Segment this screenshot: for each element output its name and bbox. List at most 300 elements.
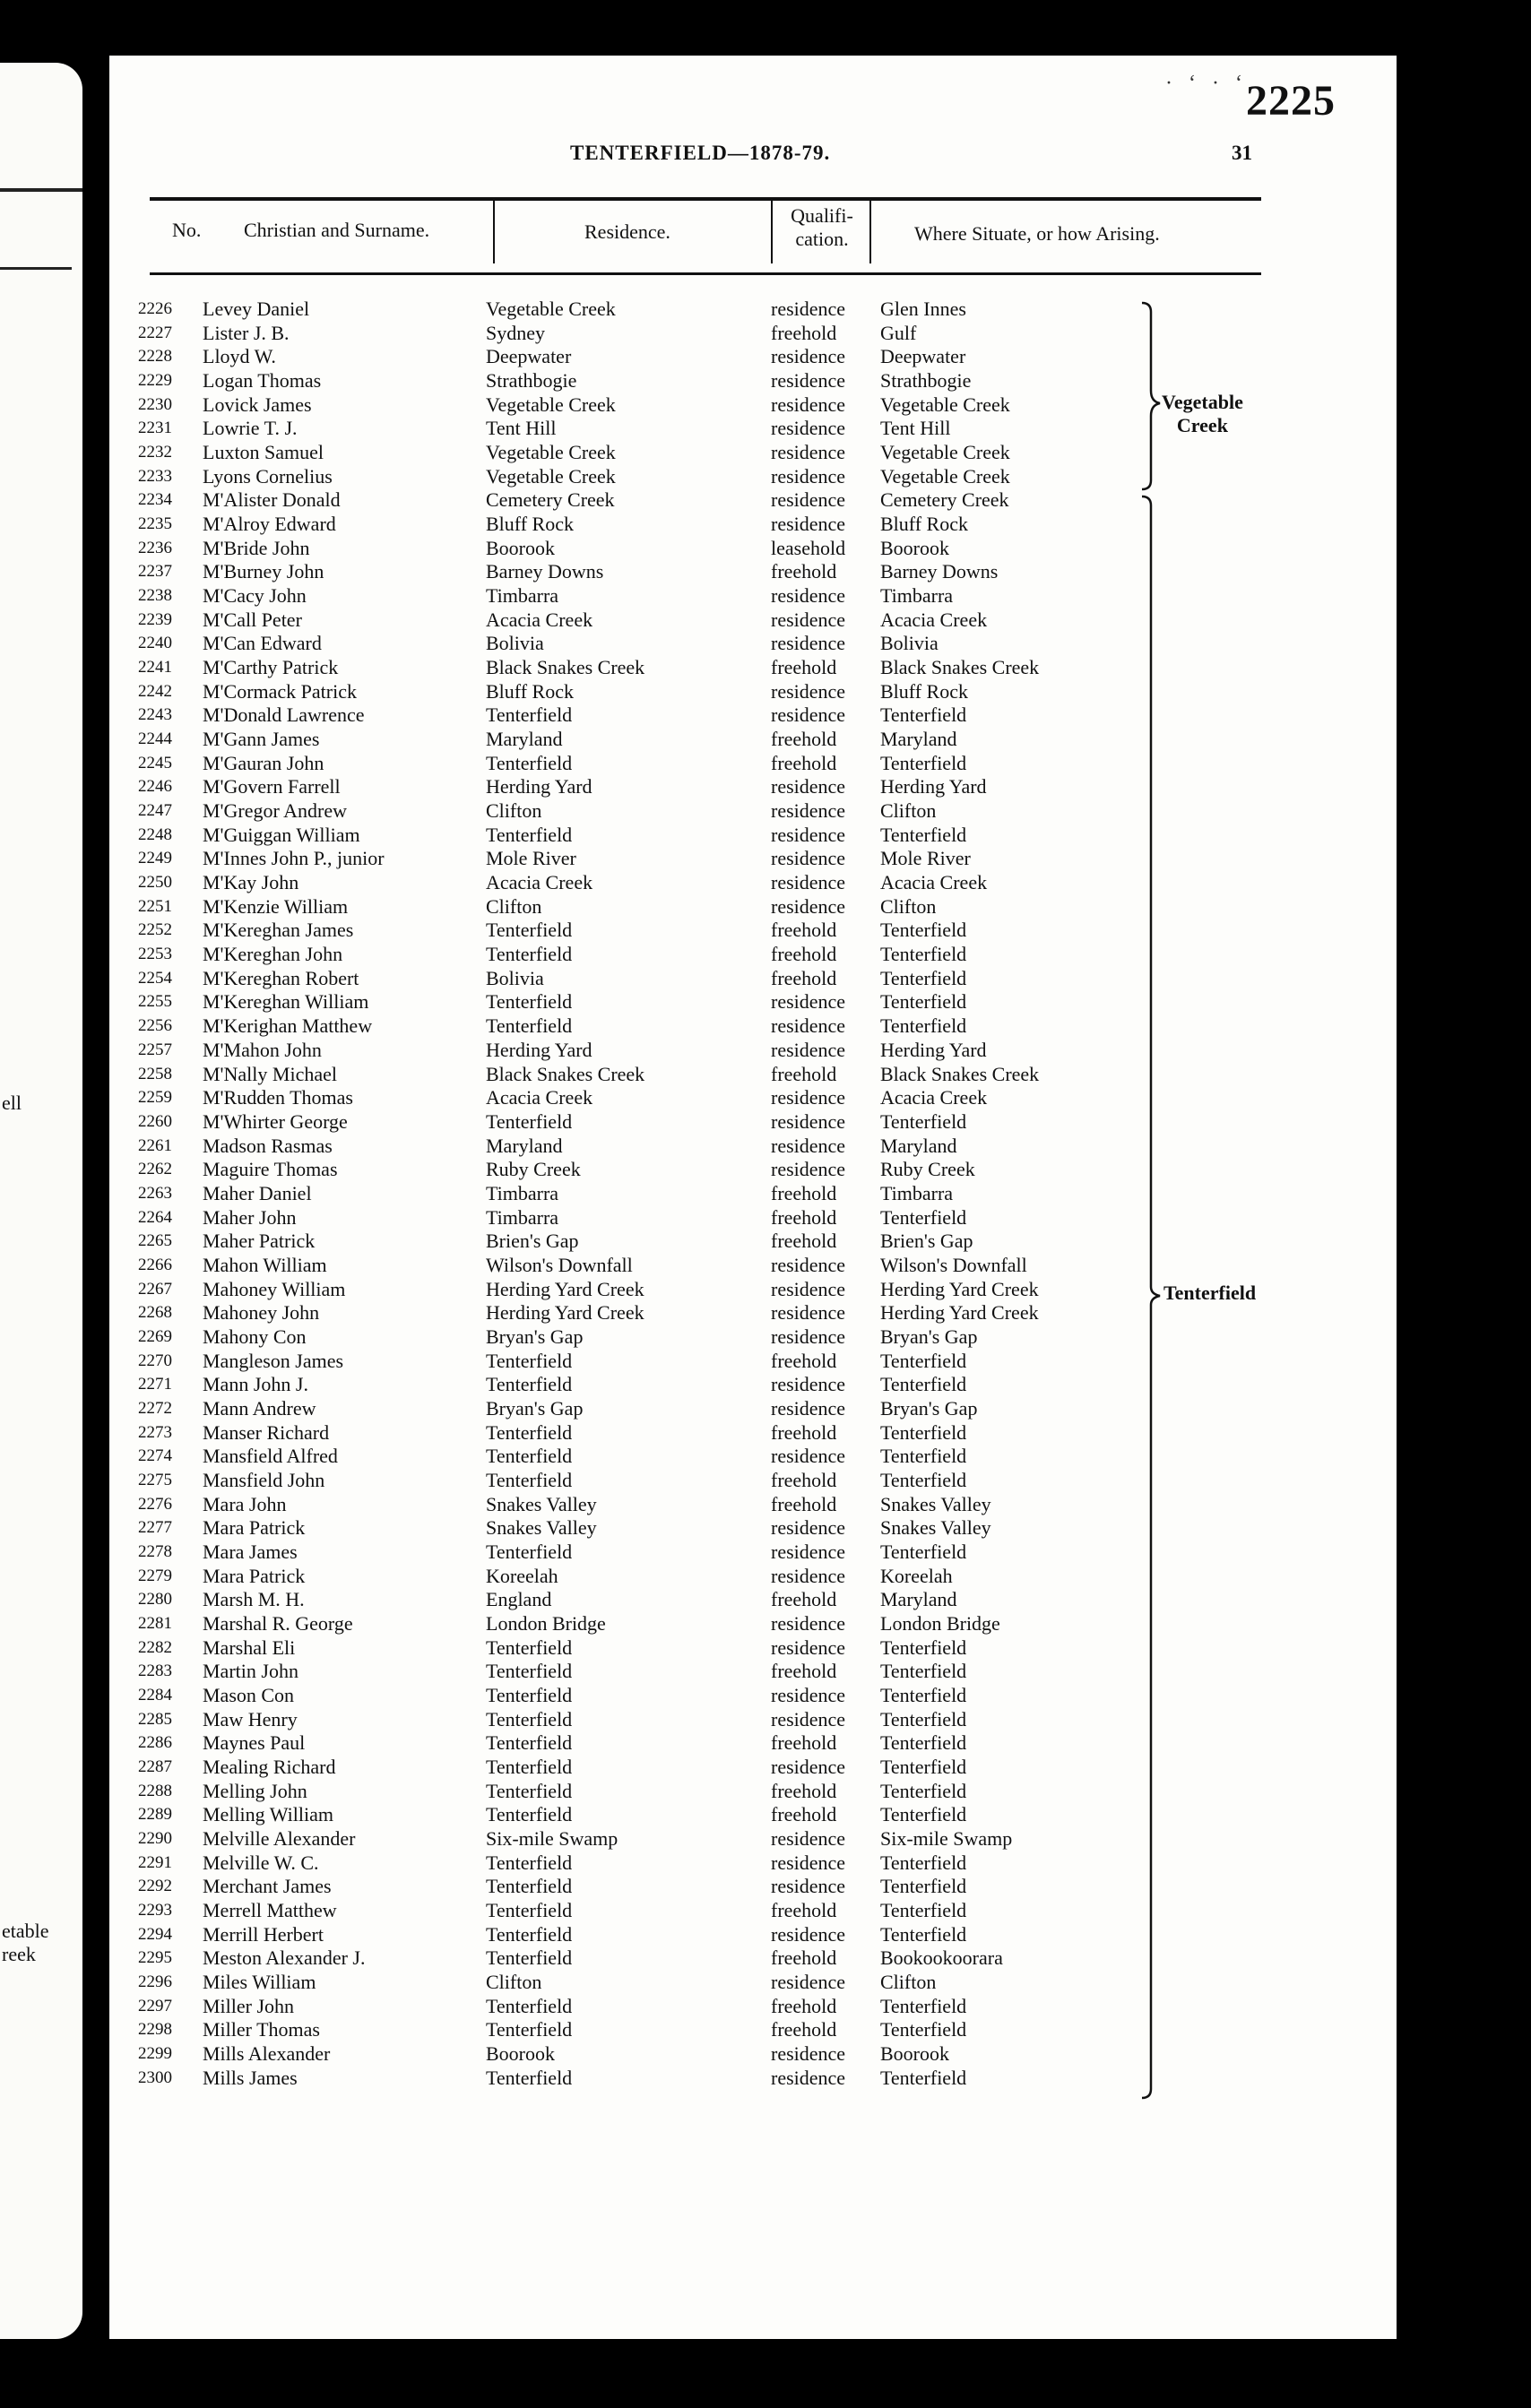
entry-name: M'Burney John [203,560,324,583]
entry-residence: Acacia Creek [486,1086,593,1109]
entry-number: 2268 [138,1303,172,1323]
entry-number: 2286 [138,1733,172,1753]
table-row [138,1086,1142,1110]
entry-where: Clifton [880,894,937,918]
entry-name: M'Kenzie William [203,894,349,918]
table-row [138,1923,1142,1947]
table-row [138,728,1142,752]
entry-where: Maryland [880,1134,957,1157]
entry-number: 2282 [138,1637,172,1657]
entry-residence: Deepwater [486,345,572,368]
table-row [138,2018,1142,2042]
entry-number: 2258 [138,1064,172,1083]
left-page-rule [0,267,72,270]
entry-residence: Mole River [486,847,576,870]
group-label-tenterfield: Tenterfield [1163,1282,1257,1304]
entry-name: Merchant James [203,1875,332,1898]
entry-residence: Bolivia [486,966,544,989]
page-stamp-number: 2225 [1246,77,1336,125]
table-row [138,871,1142,895]
table-row [138,1971,1142,1995]
table-row [138,1684,1142,1708]
entry-where: Barney Downs [880,560,999,583]
entry-qualification: residence [771,1875,846,1898]
entry-where: Herding Yard [880,1038,987,1061]
entry-name: M'Whirter George [203,1109,348,1133]
entry-number: 2247 [138,801,172,821]
left-page-fragment: ell [2,1092,22,1114]
table-row [138,608,1142,633]
table-row [138,560,1142,584]
table-row [138,322,1142,346]
entry-residence: Black Snakes Creek [486,656,645,679]
entry-number: 2259 [138,1088,172,1108]
entry-qualification: residence [771,608,846,631]
entry-where: Tenterfield [880,1109,967,1133]
entry-number: 2245 [138,753,172,772]
table-row [138,919,1142,943]
entry-residence: Tenterfield [486,1636,573,1659]
entry-qualification: freehold [771,1181,837,1204]
table-row [138,1827,1142,1851]
table-row [138,1039,1142,1063]
entry-qualification: residence [771,441,846,464]
entry-name: Mahon William [203,1253,327,1276]
entry-number: 2228 [138,347,172,367]
entry-name: Maguire Thomas [203,1158,338,1181]
entry-name: Miller Thomas [203,2018,320,2041]
entry-qualification: residence [771,417,846,440]
entry-number: 2226 [138,299,172,318]
table-row [138,775,1142,799]
entry-qualification: freehold [771,1420,837,1444]
entry-number: 2267 [138,1279,172,1299]
entry-residence: Tenterfield [486,2018,573,2041]
entry-where: Deepwater [880,345,966,368]
entry-number: 2261 [138,1135,172,1155]
entry-qualification: freehold [771,966,837,989]
entry-name: Marshal Eli [203,1636,296,1659]
entry-residence: Tenterfield [486,1420,573,1444]
table-row [138,1708,1142,1732]
entry-residence: Snakes Valley [486,1492,597,1515]
table-row [138,1541,1142,1565]
header-qualification [776,204,868,251]
entry-name: Mann John J. [203,1373,308,1396]
entry-number: 2263 [138,1183,172,1203]
entry-residence: Boorook [486,2042,555,2066]
group-braces [1135,301,1162,2102]
entry-residence: Tenterfield [486,1014,573,1038]
header-divider [869,199,871,263]
table-row [138,1421,1142,1446]
entry-where: Herding Yard [880,775,987,798]
entry-number: 2280 [138,1590,172,1610]
entry-where: Tenterfield [880,919,967,942]
entry-residence: Timbarra [486,1181,559,1204]
table-row [138,1469,1142,1493]
entry-where: Tenterfield [880,1468,967,1491]
table-row [138,703,1142,728]
entry-qualification: residence [771,703,846,727]
table-row [138,1612,1142,1636]
entry-qualification: freehold [771,1803,837,1826]
entry-name: M'Kereghan James [203,919,354,942]
table-row [138,943,1142,967]
entry-residence: Tenterfield [486,1109,573,1133]
table-row [138,1445,1142,1469]
entry-qualification: residence [771,369,846,393]
entry-where: Vegetable Creek [880,464,1010,488]
entry-number: 2285 [138,1709,172,1729]
table-row [138,1230,1142,1254]
table-row [138,1301,1142,1325]
table-row [138,1014,1142,1039]
entry-qualification: residence [771,894,846,918]
table-row [138,990,1142,1014]
entry-where: Timbarra [880,584,954,608]
entry-qualification: residence [771,847,846,870]
entry-qualification: residence [771,1851,846,1874]
entry-residence: Wilson's Downfall [486,1253,633,1276]
entry-number: 2243 [138,705,172,725]
entry-qualification: residence [771,1683,846,1706]
entry-name: Logan Thomas [203,369,322,393]
entry-name: Levey Daniel [203,298,310,320]
entry-number: 2234 [138,490,172,510]
table-row [138,1875,1142,1899]
entry-qualification: residence [771,1158,846,1181]
table-row [138,1206,1142,1230]
entry-number: 2281 [138,1613,172,1633]
entry-qualification: residence [771,393,846,416]
entry-number: 2227 [138,323,172,342]
entry-where: Tenterfield [880,823,967,846]
entry-residence: Maryland [486,1134,563,1157]
header-residence: Residence. [584,220,670,243]
entry-qualification: residence [771,1540,846,1563]
header-top-rule [150,197,1261,201]
entry-where: Tenterfield [880,1205,967,1229]
entry-qualification: residence [771,1134,846,1157]
entry-residence: Six-mile Swamp [486,1827,618,1850]
entry-where: Tent Hill [880,417,951,440]
stamp-marks: · ‘ · ‘ [1165,72,1248,95]
entry-number: 2279 [138,1566,172,1585]
entry-where: Tenterfield [880,1875,967,1898]
table-row [138,1063,1142,1087]
entry-name: Mara Patrick [203,1564,306,1587]
entry-name: Mahoney William [203,1277,346,1300]
entry-residence: Sydney [486,321,545,344]
entry-name: Lister J. B. [203,321,290,344]
entry-residence: Snakes Valley [486,1516,597,1540]
entry-qualification: residence [771,1086,846,1109]
entry-name: M'Kay John [203,871,299,894]
entry-residence: Tenterfield [486,1803,573,1826]
entry-where: Tenterfield [880,1731,967,1755]
entry-qualification: residence [771,1325,846,1348]
entry-where: Acacia Creek [880,1086,988,1109]
entry-residence: Ruby Creek [486,1158,581,1181]
table-row [138,1158,1142,1182]
register-rows [138,298,1142,2090]
entry-where: Snakes Valley [880,1516,991,1540]
entry-number: 2284 [138,1685,172,1705]
entry-name: M'Kereghan John [203,943,343,966]
entry-qualification: residence [771,775,846,798]
table-row [138,895,1142,919]
entry-where: Tenterfield [880,1420,967,1444]
entry-name: Luxton Samuel [203,441,324,464]
entry-where: Tenterfield [880,703,967,727]
entry-where: Tenterfield [880,2018,967,2041]
table-row [138,1636,1142,1661]
entry-qualification: residence [771,488,846,512]
entry-number: 2231 [138,419,172,438]
entry-where: Strathbogie [880,369,972,393]
entry-residence: Tenterfield [486,1683,573,1706]
entry-name: Lyons Cornelius [203,464,333,488]
entry-qualification: residence [771,1253,846,1276]
entry-residence: Vegetable Creek [486,298,616,320]
entry-qualification: residence [771,345,846,368]
entry-where: Tenterfield [880,1779,967,1802]
entry-qualification: freehold [771,1492,837,1515]
entry-number: 2244 [138,729,172,749]
entry-number: 2266 [138,1255,172,1274]
entry-name: Maynes Paul [203,1731,306,1755]
entry-name: Melville Alexander [203,1827,356,1850]
entry-qualification: freehold [771,919,837,942]
entry-residence: Bryan's Gap [486,1396,584,1420]
entry-residence: Tenterfield [486,1994,573,2017]
entry-residence: Vegetable Creek [486,441,616,464]
entry-number: 2239 [138,609,172,629]
entry-name: Mills Alexander [203,2042,331,2066]
entry-qualification: freehold [771,943,837,966]
entry-number: 2229 [138,371,172,391]
entry-qualification: residence [771,871,846,894]
entry-name: Miller John [203,1994,295,2017]
entry-qualification: residence [771,1301,846,1325]
table-row [138,1588,1142,1612]
entry-number: 2283 [138,1661,172,1681]
entry-where: Tenterfield [880,1373,967,1396]
entry-number: 2296 [138,1972,172,1992]
brace-tenterfield [1142,496,1160,2098]
table-row [138,632,1142,656]
entry-where: Tenterfield [880,1540,967,1563]
entry-qualification: freehold [771,1946,837,1970]
entry-where: Tenterfield [880,2066,967,2089]
entry-qualification: residence [771,1373,846,1396]
group-label-line: Vegetable [1162,391,1243,413]
entry-number: 2295 [138,1948,172,1968]
table-row [138,393,1142,418]
table-row [138,298,1142,322]
entry-residence: Tenterfield [486,1540,573,1563]
entry-residence: Vegetable Creek [486,393,616,416]
entry-residence: Clifton [486,799,542,823]
entry-name: Mangleson James [203,1349,344,1372]
entry-qualification: residence [771,823,846,846]
entry-name: Mahony Con [203,1325,307,1348]
entry-name: Maher Patrick [203,1230,316,1253]
group-label-vegetable-creek [1162,391,1243,437]
table-row [138,1373,1142,1397]
entry-qualification: residence [771,513,846,536]
entry-residence: Tenterfield [486,1731,573,1755]
table-row [138,488,1142,513]
entry-residence: Tenterfield [486,1922,573,1946]
entry-qualification: residence [771,1636,846,1659]
entry-name: M'Cacy John [203,584,307,608]
entry-residence: Tenterfield [486,751,573,774]
table-row [138,656,1142,680]
entry-where: Maryland [880,1588,957,1611]
table-row [138,1278,1142,1302]
entry-qualification: freehold [771,1994,837,2017]
table-row [138,465,1142,489]
entry-residence: Tenterfield [486,1373,573,1396]
table-row [138,2067,1142,2091]
entry-qualification: residence [771,1971,846,1994]
entry-residence: Tenterfield [486,1851,573,1874]
entry-qualification: residence [771,679,846,703]
entry-qualification: freehold [771,1205,837,1229]
entry-residence: Bolivia [486,632,544,655]
entry-qualification: freehold [771,1588,837,1611]
entry-where: Bluff Rock [880,513,968,536]
table-row [138,1851,1142,1876]
entry-qualification: freehold [771,2018,837,2041]
entry-where: Bolivia [880,632,938,655]
table-row [138,1660,1142,1684]
entry-number: 2260 [138,1111,172,1131]
entry-number: 2270 [138,1351,172,1370]
entry-residence: Acacia Creek [486,871,593,894]
entry-residence: London Bridge [486,1611,606,1635]
entry-name: M'Alroy Edward [203,513,336,536]
entry-residence: Koreelah [486,1564,558,1587]
entry-name: M'Carthy Patrick [203,656,339,679]
entry-number: 2250 [138,873,172,893]
entry-name: Marshal R. George [203,1611,353,1635]
entry-qualification: residence [771,1014,846,1038]
entry-name: Merrill Herbert [203,1922,324,1946]
table-row [138,345,1142,369]
entry-name: M'Gauran John [203,751,324,774]
entry-number: 2248 [138,824,172,844]
header-where: Where Situate, or how Arising. [914,222,1160,245]
entry-name: Merrell Matthew [203,1899,337,1922]
entry-residence: Acacia Creek [486,608,593,631]
entry-residence: Timbarra [486,1205,559,1229]
group-label-line: Creek [1176,414,1228,436]
entry-qualification: residence [771,1564,846,1587]
entry-residence: Tenterfield [486,1707,573,1730]
entry-residence: Brien's Gap [486,1230,579,1253]
left-page-fragment: etable [2,1920,49,1942]
entry-name: Melling William [203,1803,333,1826]
entry-name: M'Gregor Andrew [203,799,347,823]
entry-name: Melling John [203,1779,307,1802]
entry-where: Glen Innes [880,298,966,320]
entry-where: Mole River [880,847,971,870]
entry-where: Timbarra [880,1181,954,1204]
entry-name: Mara Patrick [203,1516,306,1540]
entry-qualification: freehold [771,321,837,344]
entry-number: 2272 [138,1398,172,1418]
entry-number: 2293 [138,1901,172,1920]
entry-qualification: residence [771,1109,846,1133]
entry-where: Tenterfield [880,1349,967,1372]
header-no: No. [172,219,202,241]
entry-residence: Herding Yard [486,775,593,798]
table-row [138,1803,1142,1827]
entry-residence: Vegetable Creek [486,464,616,488]
entry-number: 2237 [138,562,172,582]
entry-qualification: residence [771,2042,846,2066]
entry-where: Maryland [880,728,957,751]
entry-where: Vegetable Creek [880,393,1010,416]
entry-qualification: residence [771,1827,846,1850]
entry-number: 2255 [138,992,172,1012]
entry-where: Clifton [880,799,937,823]
entry-name: Martin John [203,1660,298,1683]
table-row [138,417,1142,441]
entry-number: 2273 [138,1422,172,1442]
entry-number: 2271 [138,1375,172,1394]
table-row [138,680,1142,704]
entry-residence: Herding Yard Creek [486,1277,644,1300]
table-row [138,1516,1142,1541]
entry-number: 2233 [138,466,172,486]
header-qualification-line2: cation. [795,228,849,250]
entry-residence: Clifton [486,1971,542,1994]
entry-qualification: residence [771,990,846,1014]
table-row [138,369,1142,393]
entry-name: M'Can Edward [203,632,322,655]
header-divider [493,199,495,263]
entry-number: 2294 [138,1924,172,1944]
entry-residence: Cemetery Creek [486,488,615,512]
table-row [138,1135,1142,1159]
entry-where: Ruby Creek [880,1158,975,1181]
entry-residence: Herding Yard [486,1038,593,1061]
left-page-fragment: reek [2,1943,36,1965]
entry-where: Herding Yard Creek [880,1301,1039,1325]
entry-name: M'Alister Donald [203,488,341,512]
entry-where: Tenterfield [880,943,967,966]
entry-residence: Herding Yard Creek [486,1301,644,1325]
entry-name: Mansfield Alfred [203,1445,338,1468]
entry-qualification: residence [771,1516,846,1540]
entry-where: Acacia Creek [880,871,988,894]
entry-name: M'Guiggan William [203,823,360,846]
brace-vegetable-creek [1142,303,1160,489]
entry-qualification: freehold [771,1349,837,1372]
entry-where: Vegetable Creek [880,441,1010,464]
entry-qualification: freehold [771,560,837,583]
entry-where: Snakes Valley [880,1492,991,1515]
table-row [138,1899,1142,1923]
entry-number: 2238 [138,586,172,606]
table-row [138,967,1142,991]
entry-number: 2230 [138,394,172,414]
table-row [138,1493,1142,1517]
